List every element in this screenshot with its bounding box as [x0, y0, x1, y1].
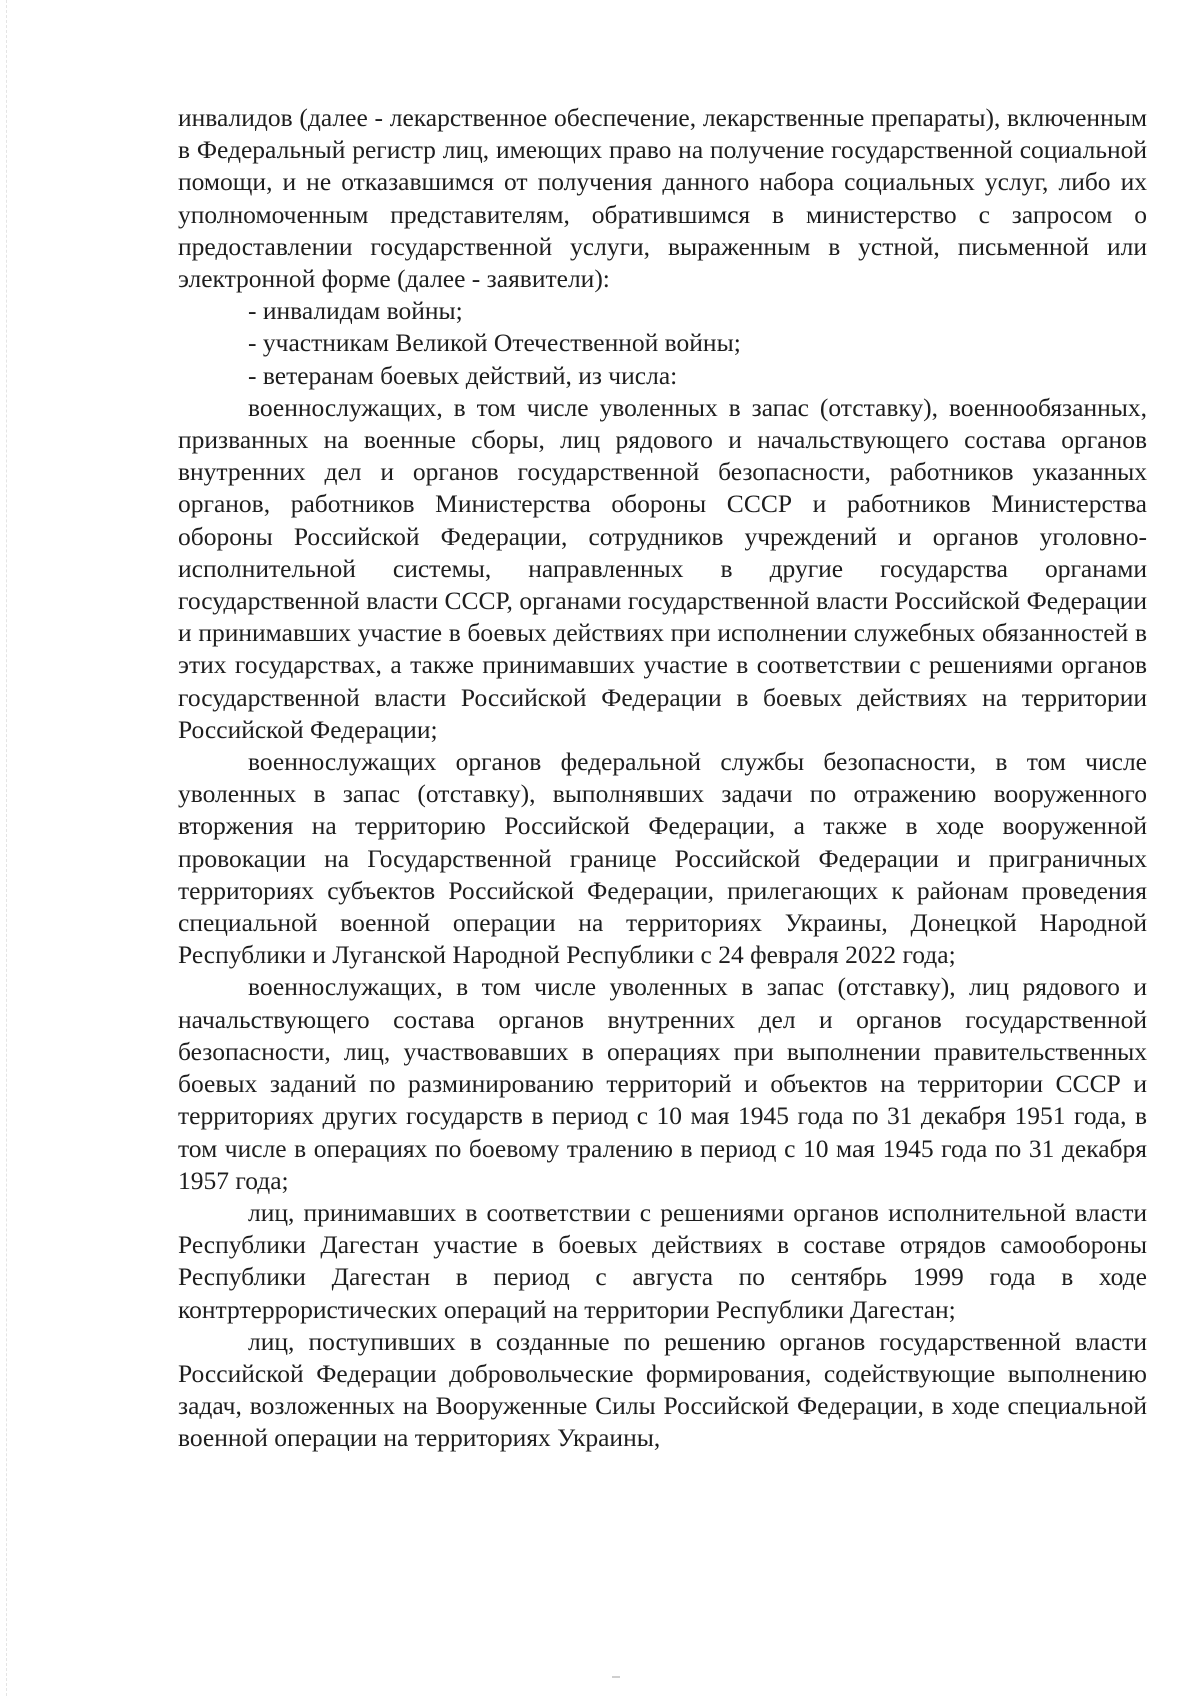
document-body: [178, 102, 1147, 1455]
paragraph-continuation: инвалидов (далее - лекарственное обеспечение, лекарственные препараты), включенным в Федеральный регистр лиц, имеющих право на получение государственной социальной помощи, и не отказавшимся от получения данного набора социальных услуг, либо их уполномоченным представителям, обратившимся в министерство с запросом о предоставлении государственной услуги, выраженным в устной, письменной или электронной форме (далее - заявители):: [178, 103, 1147, 294]
list-item-wwii-participants: - участникам Великой Отечественной войны;: [248, 328, 741, 358]
scan-edge: [6, 0, 8, 1696]
paragraph-dagestan: лиц, принимавших в соответствии с решениями органов исполнительной власти Республики Дагестан участие в боевых действиях в составе отрядов самообороны Республики Дагестан в период с августа по сентябрь 1999 года в ходе контртеррористических операций на территории Республики Дагестан;: [178, 1197, 1147, 1324]
paragraph-demining: военнослужащих, в том числе уволенных в запас (отставку), лиц рядового и начальствующего состава органов внутренних дел и органов государственной безопасности, лиц, участвовавших в операциях при выполнении правительственных боевых заданий по разминированию территорий и объектов на территории СССР и территориях других государств в период с 10 мая 1945 года по 31 декабря 1951 года, в том числе в операциях по боевому тралению в период с 10 мая 1945 года по 31 декабря 1957 года;: [178, 972, 1147, 1195]
paragraph-volunteers: лиц, поступивших в созданные по решению органов государственной власти Российской Федерации добровольческие формирования, содействующие выполнению задач, возложенных на Вооруженные Силы Российской Федерации, в ходе специальной военной операции на территориях Украины,: [178, 1326, 1147, 1453]
paragraph-fsb-servicemen: военнослужащих органов федеральной службы безопасности, в том числе уволенных в запас (отставку), выполнявших задачи по отражению вооруженного вторжения на территорию Российской Федерации, а также в ходе вооруженной провокации на Государственной границе Российской Федерации и приграничных территориях субъектов Российской Федерации, прилегающих к районам проведения специальной военной операции на территориях Украины, Донецкой Народной Республики и Луганской Народной Республики с 24 февраля 2022 года;: [178, 747, 1147, 970]
scan-artifact: [612, 1676, 620, 1678]
list-item-war-invalids: - инвалидам войны;: [248, 296, 463, 326]
list-item-combat-veterans: - ветеранам боевых действий, из числа:: [248, 360, 678, 390]
paragraph-servicemen: военнослужащих, в том числе уволенных в запас (отставку), военнообязанных, призванных на военные сборы, лиц рядового и начальствующего состава органов внутренних дел и органов государственной безопасности, работников указанных органов, работников Министерства обороны СССР и работников Министерства обороны Российской Федерации, сотрудников учреждений и органов уголовно-исполнительной системы, направленных в другие государства органами государственной власти СССР, органами государственной власти Российской Федерации и принимавших участие в боевых действиях при исполнении служебных обязанностей в этих государствах, а также принимавших участие в соответствии с решениями органов государственной власти Российской Федерации в боевых действиях на территории Российской Федерации;: [178, 392, 1147, 744]
